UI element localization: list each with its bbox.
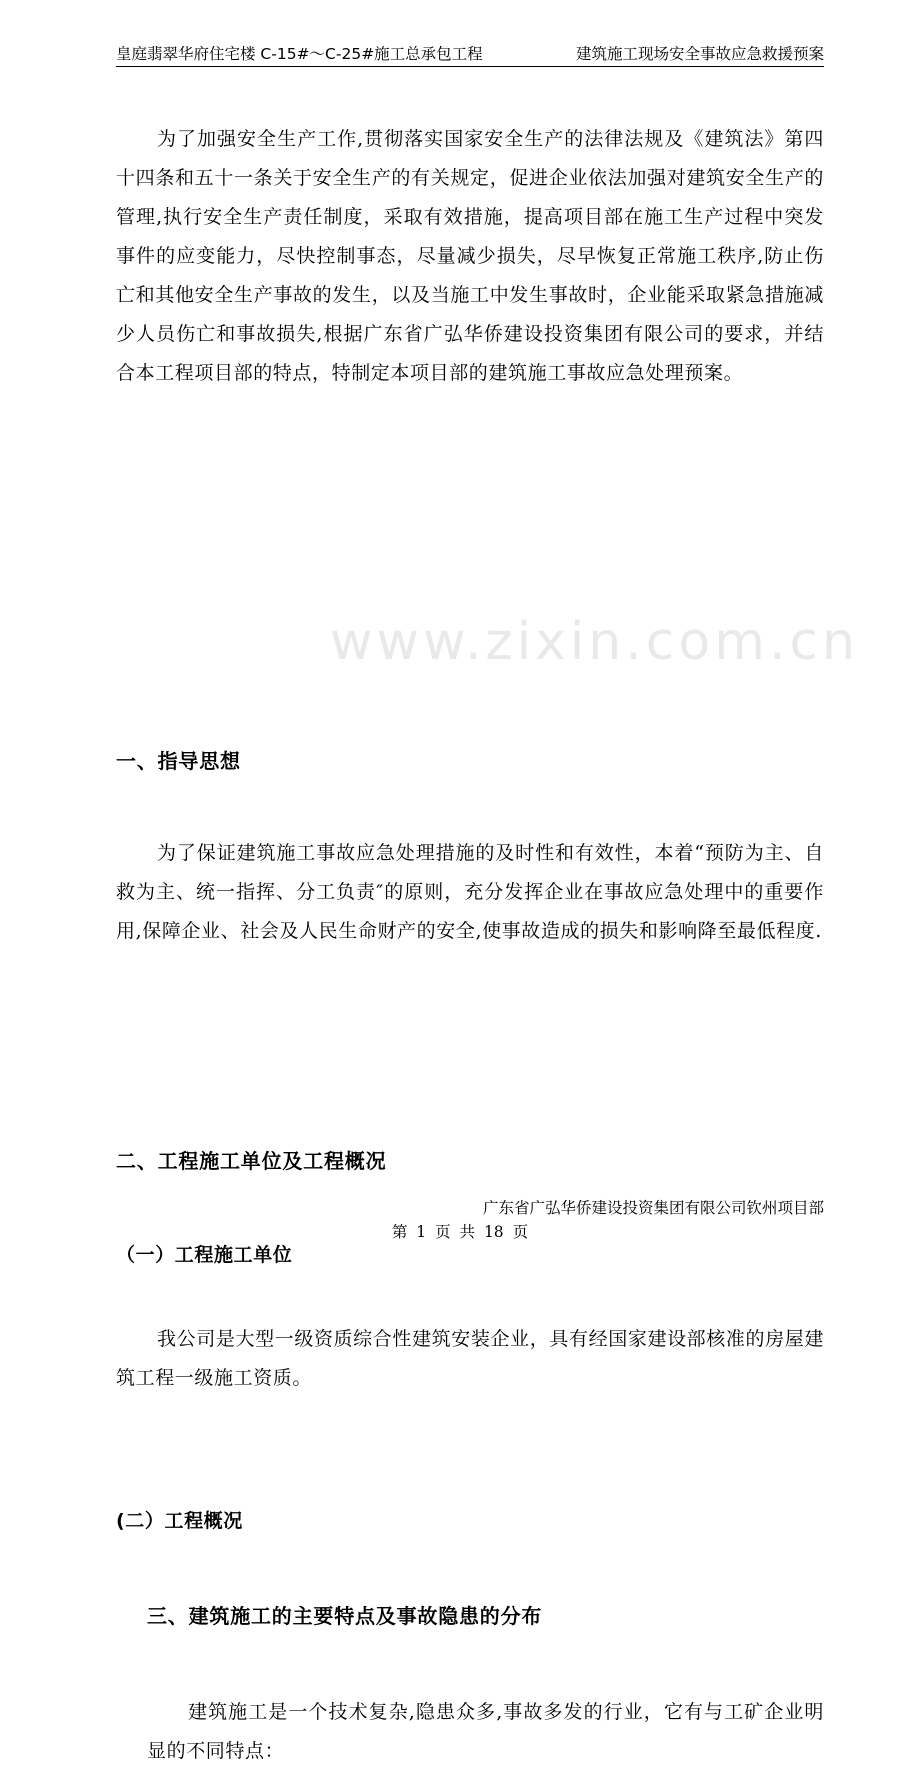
section2-sub1-body: [116, 1320, 824, 1398]
header-document-title: 建筑施工现场安全事故应急救援预案: [575, 45, 824, 63]
section1-paragraph: 为了保证建筑施工事故应急处理措施的及时性和有效性，本着“预防为主、自救为主、统一指挥、分工负责″的原则，充分发挥企业在事故应急处理中的重要作用,保障企业、社会及人民生命财产的安全,使事故造成的损失和影响降至最低程度.: [116, 842, 824, 942]
page-number: 第 1 页 共 18 页: [391, 1223, 529, 1241]
intro-section: [116, 120, 824, 393]
intro-paragraph: 为了加强安全生产工作,贯彻落实国家安全生产的法律法规及《建筑法》第四十四条和五十一条关于安全生产的有关规定，促进企业依法加强对建筑安全生产的管理,执行安全生产责任制度，采取有效措施，提高项目部在施工生产过程中突发事件的应变能力，尽快控制事态，尽量减少损失，尽早恢复正常施工秩序,防止伤亡和其他安全生产事故的发生，以及当施工中发生事故时，企业能采取紧急措施减少人员伤亡和事故损失,根据广东省广弘华侨建设投资集团有限公司的要求，并结合本工程项目部的特点，特制定本项目部的建筑施工事故应急处理预案。: [116, 128, 824, 384]
section2-sub1-heading: （一）工程施工单位: [116, 1244, 293, 1266]
header-project-title: 皇庭翡翠华府住宅楼 C-15#～C-25#施工总承包工程: [116, 45, 483, 63]
watermark: www.zixin.com.cn: [330, 612, 859, 672]
section3-heading: 三、建筑施工的主要特点及事故隐患的分布: [147, 1604, 543, 1628]
section3-paragraph: 建筑施工是一个技术复杂,隐患众多,事故多发的行业，它有与工矿企业明显的不同特点：: [147, 1701, 824, 1762]
section1-body: [116, 834, 824, 951]
section2-heading: 二、工程施工单位及工程概况: [116, 1149, 387, 1173]
page-header: [116, 38, 824, 67]
section3-body: [147, 1693, 824, 1771]
footer-organization: 广东省广弘华侨建设投资集团有限公司钦州项目部: [482, 1199, 824, 1217]
section2-sub2-heading: (二）工程概况: [116, 1510, 243, 1532]
section1-heading: 一、指导思想: [116, 749, 241, 773]
section2-sub1-paragraph: 我公司是大型一级资质综合性建筑安装企业，具有经国家建设部核准的房屋建筑工程一级施工资质。: [116, 1328, 824, 1389]
